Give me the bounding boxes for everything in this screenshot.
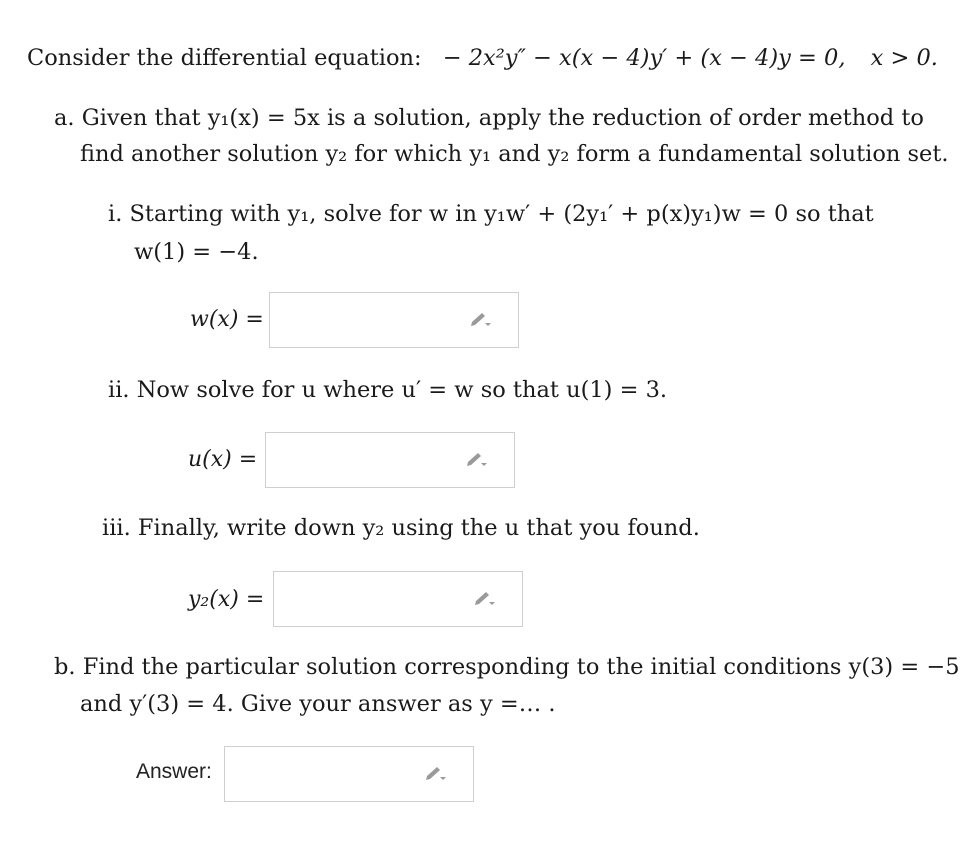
w-label: w(x) = — [190, 307, 264, 332]
u-answer-input[interactable] — [265, 432, 515, 488]
u-label: u(x) = — [188, 447, 258, 472]
differential-equation: − 2x²y″ − x(x − 4)y′ + (x − 4)y = 0, — [442, 45, 846, 71]
part-a-line-1: a. Given that y₁(x) = 5x is a solution, apply the reduction of order method to — [54, 105, 924, 131]
part-b-line-2: and y′(3) = 4. Give your answer as y =… . — [80, 691, 556, 717]
final-answer-input[interactable] — [224, 746, 474, 802]
pencil-edit-icon[interactable] — [425, 765, 447, 781]
domain-condition: x > 0. — [870, 45, 938, 71]
part-a-line-2: find another solution y₂ for which y₁ and y₂ form a fundamental solution set. — [80, 141, 949, 167]
y2-label: y₂(x) = — [188, 587, 265, 612]
step-ii-line-1: ii. Now solve for u where u′ = w so that u(1) = 3. — [108, 377, 668, 403]
problem-intro: Consider the differential equation: — [27, 45, 422, 71]
pencil-edit-icon[interactable] — [474, 590, 496, 606]
step-i-line-1: i. Starting with y₁, solve for w in y₁w′ + (2y₁′ + p(x)y₁)w = 0 so that — [108, 201, 874, 227]
y2-answer-input[interactable] — [273, 571, 523, 627]
pencil-edit-icon[interactable] — [470, 311, 492, 327]
answer-label: Answer: — [136, 760, 212, 783]
pencil-edit-icon[interactable] — [466, 451, 488, 467]
part-b-line-1: b. Find the particular solution corresponding to the initial conditions y(3) = −5 — [54, 654, 960, 680]
step-i-line-2: w(1) = −4. — [134, 239, 259, 265]
step-iii-line-1: iii. Finally, write down y₂ using the u that you found. — [102, 515, 700, 541]
w-answer-input[interactable] — [269, 292, 519, 348]
problem-statement — [27, 44, 938, 72]
